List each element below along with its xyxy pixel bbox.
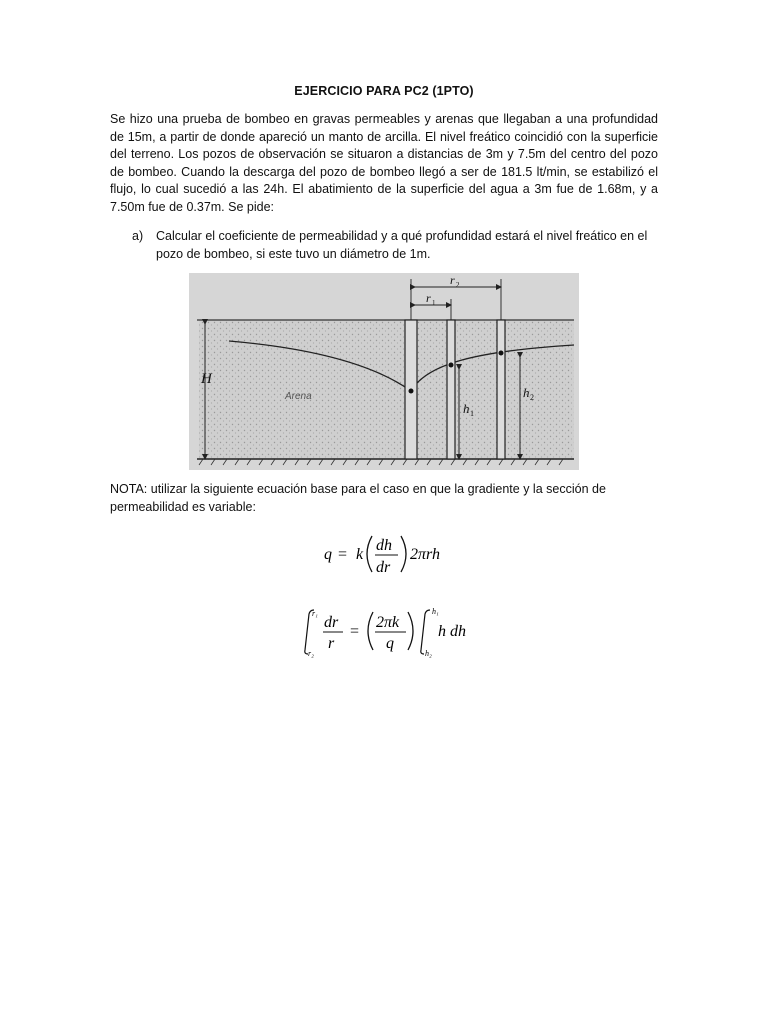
eq1-right-paren: [401, 536, 406, 572]
label-r2: r: [450, 273, 455, 287]
eq1-k: k: [356, 546, 364, 563]
well-diagram: [189, 273, 579, 470]
eq1-numerator: dh: [376, 537, 392, 554]
label-r1: r: [426, 291, 431, 305]
problem-statement: Se hizo una prueba de bombeo en gravas permeables y arenas que llegaban a una profundidad de 15m, a partir de donde apareció un manto de arcilla. El nivel freático coincidió con la superficie del terreno. Los pozos de observación se situaron a distancias de 3m y 7.5m del centro del pozo de bombeo. Cuando la descarga del pozo de bombeo llegó a ser de 181.5 lt/min, se estabilizó el flujo, lo cual sucedió a las 24h. El abatimiento de la superficie del agua a 3m fue de 1.68m, y a 7.50m fue de 0.37m. Se pide:: [110, 112, 658, 214]
eq2-integrand: h dh: [438, 623, 466, 640]
note-text: NOTA: utilizar la siguiente ecuación base para el caso en que la gradiente y la sección de permeabilidad es variable:: [110, 482, 606, 514]
label-h1-subscript: 1: [470, 409, 474, 418]
observation-well-2: [497, 320, 505, 459]
eq2-numerator-2: 2πk: [376, 614, 400, 631]
eq2-right-paren: [408, 612, 413, 650]
eq2-left-paren: [368, 612, 373, 650]
eq2-int1-lower: r₂: [308, 649, 314, 658]
label-r2-subscript: 2: [456, 281, 460, 289]
eq1-denominator: dr: [376, 559, 391, 576]
eq1-tail: 2πrh: [410, 546, 440, 563]
exercise-title: EJERCICIO PARA PC2 (1PTO): [294, 84, 474, 98]
label-h2-subscript: 2: [530, 393, 534, 402]
sand-layer: [199, 320, 574, 460]
eq2-integral-sign-2: [421, 610, 430, 654]
pumping-well-figure: [189, 273, 579, 470]
eq2-int2-upper: h₁: [432, 607, 439, 616]
eq1-q: q: [324, 546, 332, 563]
question-marker: a): [132, 229, 144, 243]
label-H: H: [201, 371, 212, 387]
eq2-equals: =: [350, 623, 360, 640]
question-text: Calcular el coeficiente de permeabilidad y a qué profundidad estará el nivel freático en el pozo de bombeo, si este tuvo un diámetro de 1m.: [156, 229, 648, 261]
eq2-int2-lower: h₂: [425, 649, 432, 658]
eq2-denominator-2: q: [386, 635, 394, 652]
observation-well-1: [447, 320, 455, 459]
label-h1: h: [463, 401, 470, 416]
label-r1-subscript: 1: [432, 299, 436, 307]
eq1-equals: =: [338, 546, 348, 563]
label-h2: h: [523, 385, 530, 400]
eq2-denominator-1: r: [328, 635, 335, 652]
eq2-int1-upper: r₁: [312, 609, 318, 618]
equation-integral: [298, 604, 488, 660]
equation-flow: [318, 528, 478, 580]
eq2-numerator-1: dr: [324, 614, 339, 631]
label-arena: Arena: [285, 391, 312, 402]
eq1-left-paren: [367, 536, 372, 572]
